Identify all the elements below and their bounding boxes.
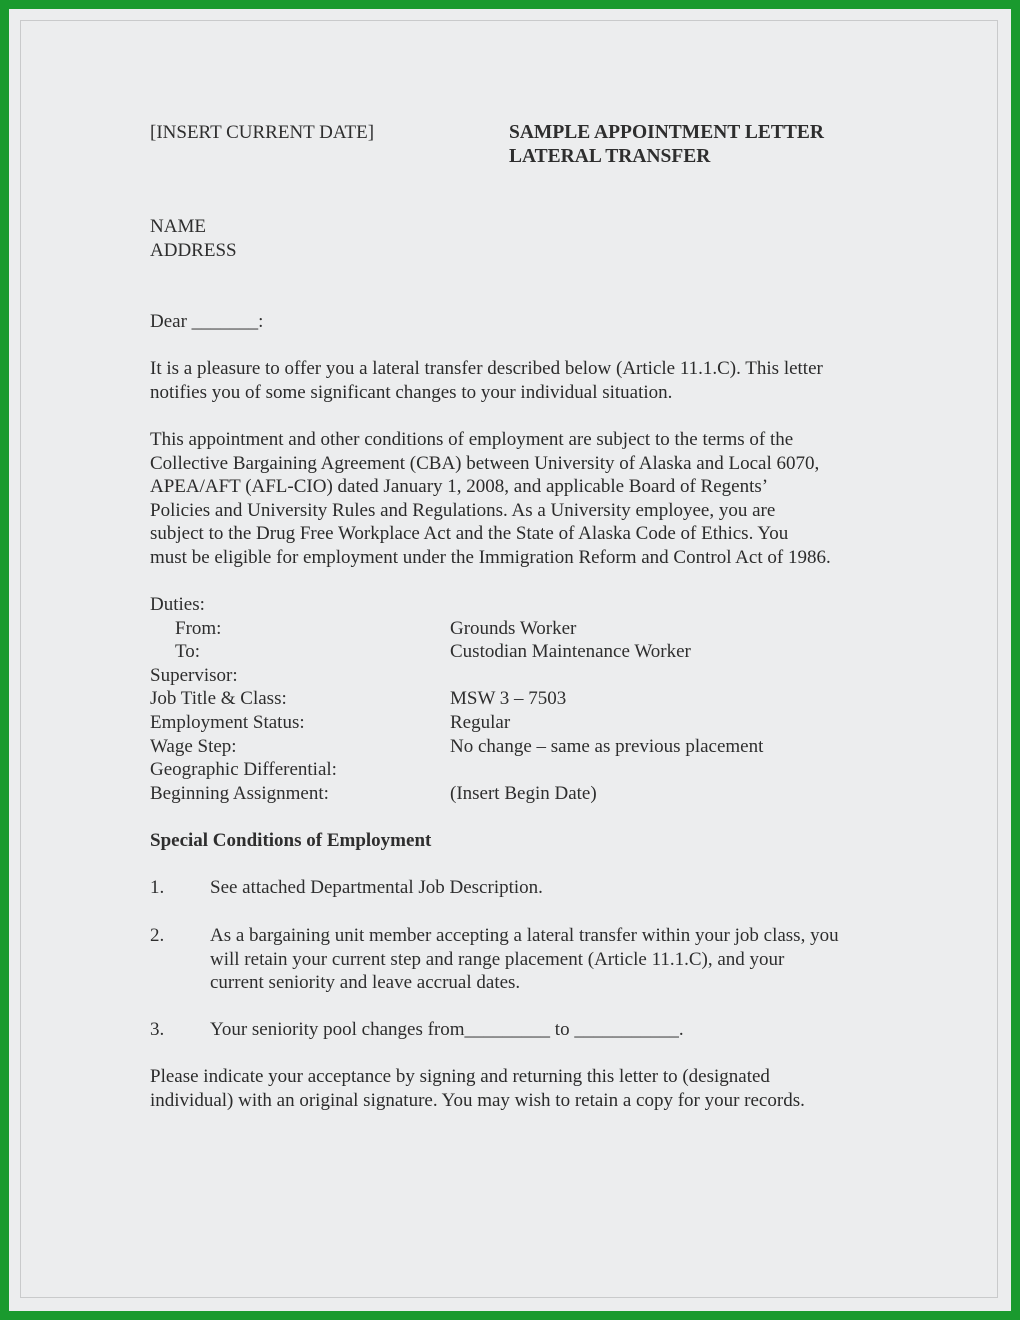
beginning-value: (Insert Begin Date) [450, 783, 597, 804]
conditions-line: Collective Bargaining Agreement (CBA) between University of Alaska and Local 6070, [150, 452, 820, 474]
recipient-address: ADDRESS [150, 240, 237, 261]
supervisor-label: Supervisor: [150, 665, 238, 686]
conditions-line: must be eligible for employment under the Immigration Reform and Control Act of 1986. [150, 546, 831, 568]
item-line: will retain your current step and range placement (Article 11.1.C), and your [210, 949, 785, 970]
item-line: See attached Departmental Job Description. [210, 877, 543, 898]
item-number: 2. [150, 925, 165, 946]
special-heading: Special Conditions of Employment [150, 830, 432, 851]
recipient-name: NAME [150, 216, 206, 237]
job-title-label: Job Title & Class: [150, 688, 287, 709]
geo-diff-label: Geographic Differential: [150, 759, 337, 780]
conditions-line: This appointment and other conditions of employment are subject to the terms of the [150, 429, 794, 450]
conditions-paragraph [150, 428, 890, 570]
item-line: current seniority and leave accrual dates. [210, 972, 521, 993]
document-page [9, 9, 1011, 1311]
salutation: Dear _______: [150, 311, 264, 332]
to-value: Custodian Maintenance Worker [450, 641, 691, 662]
conditions-line: APEA/AFT (AFL-CIO) dated January 1, 2008, and applicable Board of Regents’ [150, 476, 769, 498]
closing-paragraph [150, 1065, 890, 1112]
item-line: Your seniority pool changes from_________ to ___________. [210, 1019, 684, 1040]
intro-line: It is a pleasure to offer you a lateral transfer described below (Article 11.1.C). This letter [150, 358, 823, 379]
wage-step-label: Wage Step: [150, 736, 237, 757]
to-label: To: [175, 641, 201, 662]
item-number: 1. [150, 877, 165, 898]
closing-line: individual) with an original signature. You may wish to retain a copy for your records. [150, 1089, 805, 1111]
conditions-line: subject to the Drug Free Workplace Act and the State of Alaska Code of Ethics. You [150, 523, 789, 545]
letter-title-line1: SAMPLE APPOINTMENT LETTER [509, 122, 824, 143]
item-line: As a bargaining unit member accepting a lateral transfer within your job class, you [210, 925, 839, 946]
employment-status-label: Employment Status: [150, 712, 305, 733]
item-number: 3. [150, 1019, 165, 1040]
intro-line: notifies you of some significant changes to your individual situation. [150, 381, 673, 403]
from-value: Grounds Worker [450, 618, 577, 639]
intro-paragraph [150, 357, 890, 404]
duties-label: Duties: [150, 594, 205, 615]
conditions-line: Policies and University Rules and Regulations. As a University employee, you are [150, 499, 776, 521]
employment-status-value: Regular [450, 712, 511, 733]
beginning-label: Beginning Assignment: [150, 783, 329, 804]
wage-step-value: No change – same as previous placement [450, 736, 764, 757]
date-placeholder: [INSERT CURRENT DATE] [150, 122, 375, 143]
closing-line: Please indicate your acceptance by signing and returning this letter to (designated [150, 1066, 770, 1087]
letter-title-line2: LATERAL TRANSFER [509, 146, 711, 167]
from-label: From: [175, 618, 222, 639]
job-title-value: MSW 3 – 7503 [450, 688, 567, 709]
